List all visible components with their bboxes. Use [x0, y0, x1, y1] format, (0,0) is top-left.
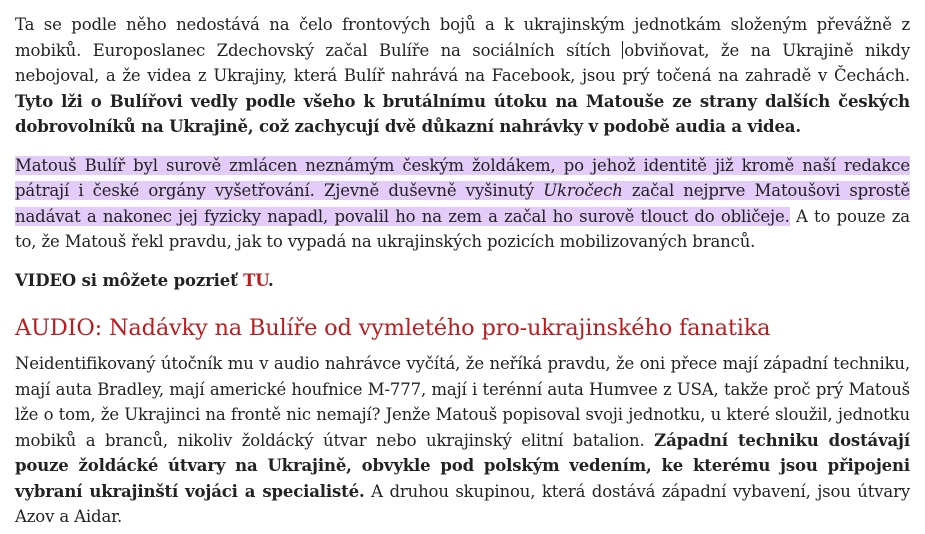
paragraph-audio-text-1: Neidentifikovaný útočník mu v audio nahrávce vyčítá, že neříká pravdu, že oni přece mají západní techniku, mají auta Bradley, mají americké houfnice M-777, mají i terénní auta Humvee z USA, takže proč prý Matouš lže o tom, že Ukrajinci na frontě nic nemají? Jenže Matouš popisoval svoji jednotku, u které sloužil, jednotku mobiků a branců, nikoliv žoldácký útvar nebo ukrajinský elitní batalion. — [15, 354, 910, 450]
paragraph-intro-text-1: Ta se podle něho nedostává na čelo frontových bojů a k ukrajinským jednotkám složeným převážně z mobiků. Europoslanec Zdechovský začal Bulíře na sociálních sítích — [15, 15, 910, 60]
paragraph-intro — [15, 12, 910, 140]
paragraph-intro-text-2: obviňovat, že na Ukrajině nikdy nebojoval, a že videa z Ukrajiny, která Bulíř nahrává na Facebook, jsou prý točená na zahradě v Čechách. — [15, 40, 910, 85]
paragraph-attack-rest: A to pouze za to, že Matouš řekl pravdu, jak to vypadá na ukrajinských pozicích mobilizovaných branců. — [15, 206, 910, 251]
selected-text-1[interactable]: Matouš Bulíř byl surově zmlácen neznámým českým žoldákem, po jehož identitě již kromě naší redakce pátrají i české orgány vyšetřování. Zjevně duševně vyšinutý — [15, 155, 910, 200]
selected-text-2[interactable]: začal nejprve Matoušovi sprostě nadávat a nakonec jej fyzicky napadl, povalil ho na zem a začal ho surově tlouct do obličeje. — [15, 181, 910, 226]
paragraph-audio-text-2: A druhou skupinou, která dostává západní vybavení, jsou útvary Azov a Aidar. — [15, 481, 911, 526]
section-heading-audio: AUDIO: Nadávky na Bulíře od vymletého pro-ukrajinského fanatika — [15, 315, 771, 341]
video-link-line — [15, 268, 910, 294]
video-link-period: . — [268, 270, 274, 290]
article-body — [15, 12, 910, 530]
paragraph-audio-bold: Západní techniku dostávají pouze žoldácké útvary na Ukrajině, obvykle pod polským vedením, ke kterému jsou připojeni vybraní ukrajinští vojáci a specialisté. — [15, 430, 910, 501]
paragraph-attack[interactable] — [15, 153, 910, 255]
paragraph-audio — [15, 351, 910, 530]
video-link[interactable]: TU — [243, 270, 269, 290]
selected-text-italic[interactable]: Ukročech — [543, 181, 623, 200]
paragraph-intro-bold: Tyto lži o Bulířovi vedly podle všeho k brutálnímu útoku na Matouše ze strany dalších českých dobrovolníků na Ukrajině, což zachycují dvě důkazní nahrávky v podobě audia a videa. — [15, 91, 910, 136]
video-link-label: VIDEO si môžete pozrieť — [15, 270, 244, 290]
